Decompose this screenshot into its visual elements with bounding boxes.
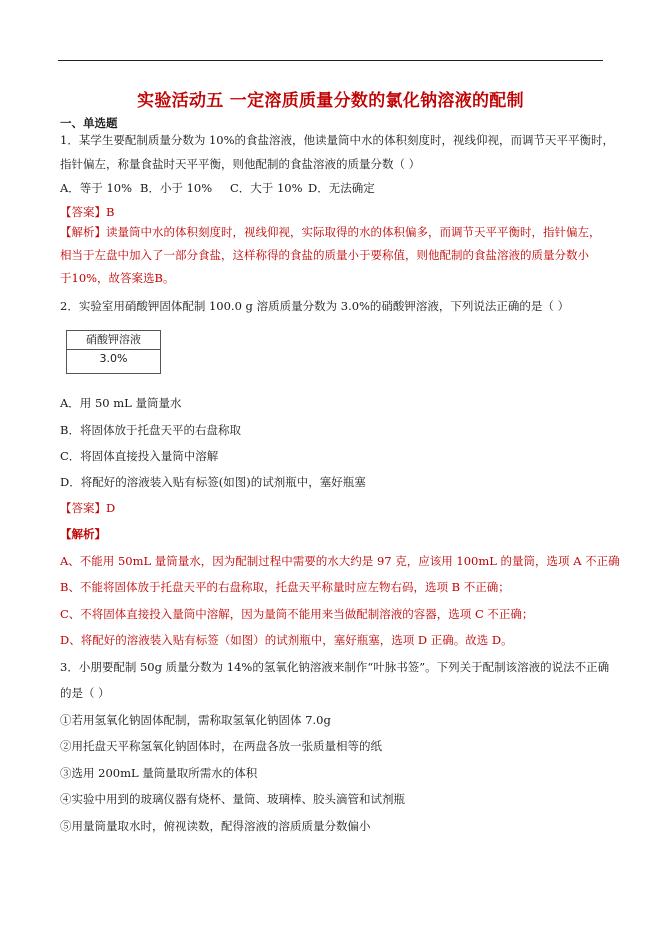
q1-analysis-line-3: 于10%，故答案选B。 [60,271,175,285]
q3-item-1: ①若用氢氧化钠固体配制，需称取氢氧化钠固体 7.0g [60,713,331,727]
q1-option-c: C．大于 10% [230,181,303,195]
reagent-label-figure [66,330,161,374]
q3-item-2: ②用托盘天平称氢氧化钠固体时，在两盘各放一张质量相等的纸 [60,739,382,753]
q2-analysis-line-b: B、不能将固体放于托盘天平的右盘称取，托盘天平称量时应左物右码，选项 B 不正确； [60,580,510,594]
q2-stem: 2．实验室用硝酸钾固体配制 100.0 g 溶质质量分数为 3.0%的硝酸钾溶液，下列说法正确的是（ ） [60,299,570,313]
q1-analysis-line-2: 相当于左盘中加入了一部分食盐，这样称得的食盐的质量小于要称值，则他配制的食盐溶液的质量分数小 [60,248,589,262]
q1-option-b: B．小于 10% [140,181,213,195]
q1-analysis-line-1: 【解析】读量筒中水的体积刻度时，视线仰视，实际取得的水的体积偏多，而调节天平平衡时，指针偏左， [60,225,601,239]
q2-option-d: D．将配好的溶液装入贴有标签(如图)的试剂瓶中，塞好瓶塞 [60,475,366,489]
q3-item-5: ⑤用量筒量取水时，俯视读数，配得溶液的溶质质量分数偏小 [60,819,371,833]
q3-stem-line-1: 3．小朋要配制 50g 质量分数为 14%的氢氧化钠溶液来制作“叶脉书签”。下列关于配制该溶液的说法不正确 [60,660,610,674]
q3-item-4: ④实验中用到的玻璃仪器有烧杯、量筒、玻璃棒、胶头滴管和试剂瓶 [60,792,405,806]
q2-analysis-line-d: D、将配好的溶液装入贴有标签（如图）的试剂瓶中，塞好瓶塞，选项 D 正确。故选 D。 [60,633,513,647]
q2-analysis-line-a: A、不能用 50mL 量筒量水，因为配制过程中需要的水大约是 97 克，应该用 100mL 的量筒，选项 A 不正确 [60,554,620,568]
q1-answer: 【答案】B [60,205,115,219]
q1-options [60,181,375,195]
q2-option-b: B．将固体放于托盘天平的右盘称取 [60,423,241,437]
q2-analysis-line-c: C、不将固体直接投入量筒中溶解，因为量筒不能用来当做配制溶液的容器，选项 C 不正确； [60,607,534,621]
header-rule [58,60,603,61]
q1-option-d: D．无法确定 [308,181,375,195]
q2-answer: 【答案】D [60,501,116,515]
q3-item-3: ③选用 200mL 量筒量取所需水的体积 [60,766,258,780]
q1-stem-line-2: 指针偏左，称量食盐时天平平衡，则他配制的食盐溶液的质量分数（ ） [60,157,421,171]
section-heading: 一、单选题 [60,116,118,130]
q1-option-a: A．等于 10% [60,181,133,195]
q3-stem-line-2: 的是（ ） [60,686,110,700]
reagent-label-name: 硝酸钾溶液 [67,331,160,350]
q2-analysis-heading: 【解析】 [60,527,106,541]
q2-option-c: C．将固体直接投入量筒中溶解 [60,449,219,463]
q2-option-a: A．用 50 mL 量筒量水 [60,396,182,410]
reagent-label-value: 3.0% [99,352,128,365]
page-title: 实验活动五 一定溶质质量分数的氯化钠溶液的配制 [137,91,524,111]
q1-stem-line-1: 1．某学生要配制质量分数为 10%的食盐溶液，他读量筒中水的体积刻度时，视线仰视，而调节天平平衡时， [60,133,615,147]
